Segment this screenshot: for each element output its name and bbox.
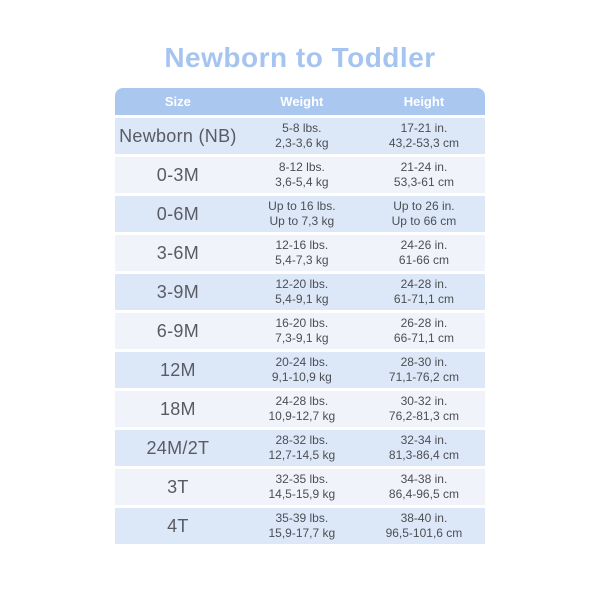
height-cm-value: 61-66 cm [398, 253, 449, 267]
height-cell [363, 355, 485, 385]
height-in-value: 24-26 in. [400, 238, 448, 252]
height-cm-value: 61-71,1 cm [393, 292, 454, 306]
weight-lbs-value: 12-16 lbs. [275, 238, 329, 252]
column-header-weight: Weight [280, 94, 324, 109]
height-in-value: 21-24 in. [400, 160, 448, 174]
size-cell: 0-3M [156, 164, 199, 185]
table-header-row [115, 88, 485, 115]
weight-lbs-value: 16-20 lbs. [275, 316, 329, 330]
table-row [115, 469, 485, 505]
height-cell [363, 277, 485, 307]
weight-lbs-value: 8-12 lbs. [278, 160, 325, 174]
table-row [115, 196, 485, 232]
weight-lbs-value: 35-39 lbs. [275, 511, 329, 525]
size-cell: 3-9M [156, 281, 199, 302]
height-in-value: 24-28 in. [400, 277, 448, 291]
weight-kg-value: 3,6-5,4 kg [275, 175, 329, 189]
weight-kg-value: 9,1-10,9 kg [271, 370, 332, 384]
size-cell: Newborn (NB) [119, 125, 237, 146]
height-cell [363, 472, 485, 502]
size-cell: 24M/2T [146, 437, 210, 458]
height-in-value: 32-34 in. [400, 433, 448, 447]
size-cell: 3T [167, 476, 189, 497]
weight-lbs-value: Up to 16 lbs. [268, 199, 336, 213]
height-cm-value: 53,3-61 cm [393, 175, 454, 189]
weight-kg-value: 14,5-15,9 kg [268, 487, 336, 501]
size-cell: 0-6M [156, 203, 199, 224]
height-cell [363, 160, 485, 190]
weight-cell [241, 199, 363, 229]
weight-cell [241, 277, 363, 307]
height-cm-value: 81,3-86,4 cm [388, 448, 459, 462]
weight-cell [241, 472, 363, 502]
size-cell: 3-6M [156, 242, 199, 263]
height-in-value: 30-32 in. [400, 394, 448, 408]
height-cell [363, 199, 485, 229]
weight-kg-value: 10,9-12,7 kg [268, 409, 336, 423]
table-row [115, 391, 485, 427]
table-row [115, 508, 485, 544]
weight-cell [241, 316, 363, 346]
height-cm-value: 43,2-53,3 cm [388, 136, 459, 150]
weight-cell [241, 121, 363, 151]
height-cm-value: 76,2-81,3 cm [388, 409, 459, 423]
height-cell [363, 433, 485, 463]
weight-kg-value: Up to 7,3 kg [269, 214, 335, 228]
height-cm-value: 86,4-96,5 cm [388, 487, 459, 501]
table-row [115, 118, 485, 154]
page-title: Newborn to Toddler [164, 42, 436, 73]
table-row [115, 352, 485, 388]
weight-cell [241, 355, 363, 385]
table-row [115, 157, 485, 193]
weight-kg-value: 2,3-3,6 kg [275, 136, 329, 150]
weight-lbs-value: 24-28 lbs. [275, 394, 329, 408]
column-header-size: Size [164, 94, 191, 109]
height-cm-value: 96,5-101,6 cm [385, 526, 463, 540]
table-row [115, 430, 485, 466]
size-cell: 4T [167, 515, 189, 536]
height-in-value: 28-30 in. [400, 355, 448, 369]
weight-kg-value: 15,9-17,7 kg [268, 526, 336, 540]
height-in-value: 26-28 in. [400, 316, 448, 330]
weight-lbs-value: 12-20 lbs. [275, 277, 329, 291]
weight-cell [241, 394, 363, 424]
height-in-value: 34-38 in. [400, 472, 448, 486]
size-cell: 18M [159, 398, 196, 419]
height-in-value: 17-21 in. [400, 121, 448, 135]
weight-lbs-value: 28-32 lbs. [275, 433, 329, 447]
table-row [115, 274, 485, 310]
size-cell: 6-9M [156, 320, 199, 341]
weight-cell [241, 160, 363, 190]
size-chart-table [115, 88, 485, 544]
weight-cell [241, 238, 363, 268]
weight-lbs-value: 32-35 lbs. [275, 472, 329, 486]
height-cell [363, 121, 485, 151]
height-cm-value: Up to 66 cm [391, 214, 457, 228]
weight-cell [241, 511, 363, 541]
column-header-height: Height [403, 94, 445, 109]
height-cell [363, 511, 485, 541]
height-cm-value: 71,1-76,2 cm [388, 370, 459, 384]
height-cell [363, 316, 485, 346]
weight-cell [241, 433, 363, 463]
weight-lbs-value: 20-24 lbs. [275, 355, 329, 369]
size-cell: 12M [159, 359, 196, 380]
weight-kg-value: 12,7-14,5 kg [268, 448, 336, 462]
height-in-value: Up to 26 in. [393, 199, 455, 213]
weight-lbs-value: 5-8 lbs. [282, 121, 322, 135]
weight-kg-value: 7,3-9,1 kg [275, 331, 329, 345]
height-cell [363, 394, 485, 424]
table-row [115, 313, 485, 349]
height-cm-value: 66-71,1 cm [393, 331, 454, 345]
height-in-value: 38-40 in. [400, 511, 448, 525]
table-row [115, 235, 485, 271]
height-cell [363, 238, 485, 268]
weight-kg-value: 5,4-9,1 kg [275, 292, 329, 306]
weight-kg-value: 5,4-7,3 kg [275, 253, 329, 267]
size-table-body [115, 118, 485, 544]
